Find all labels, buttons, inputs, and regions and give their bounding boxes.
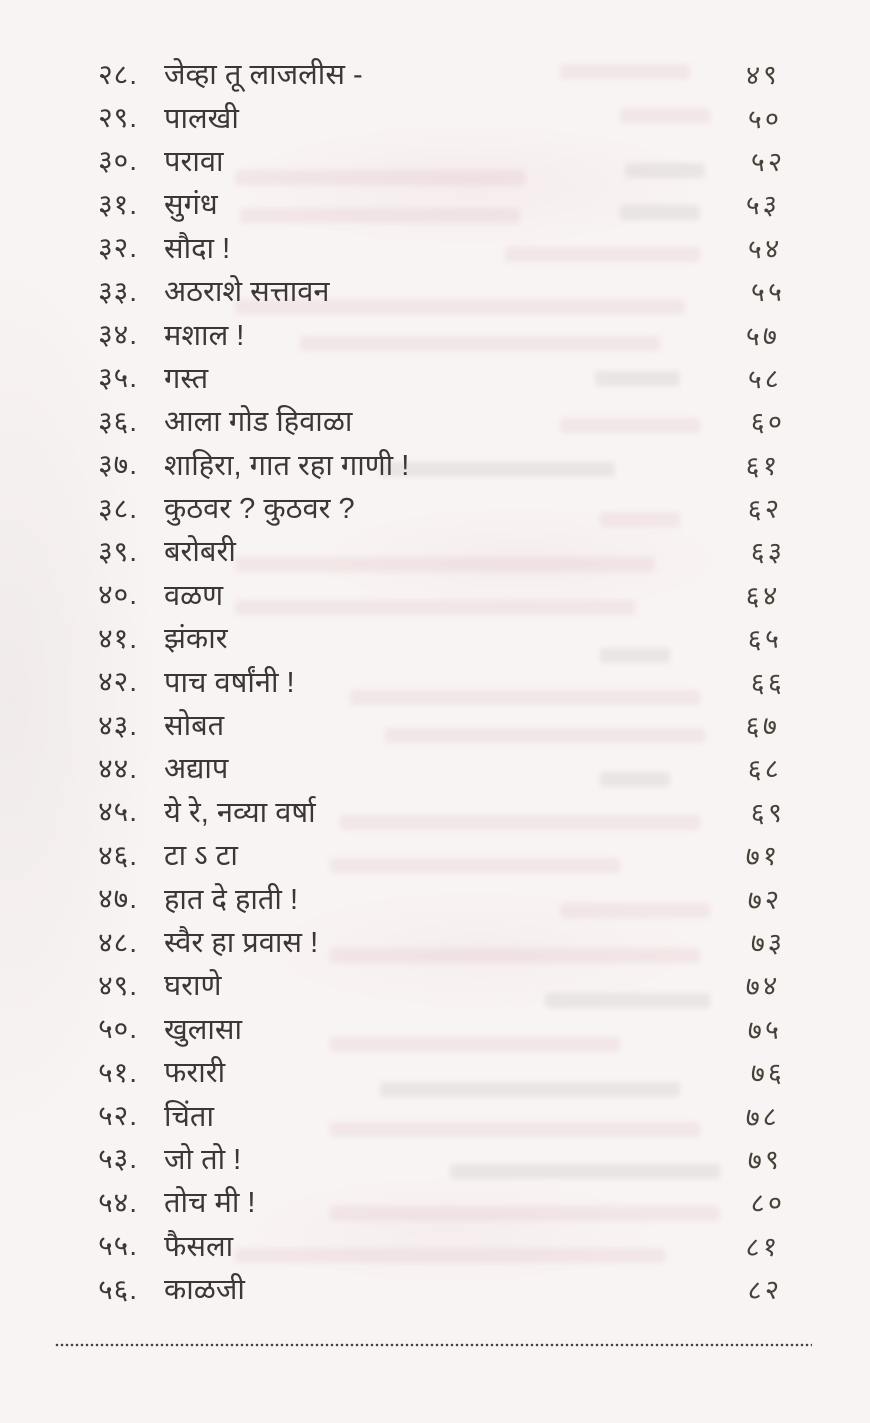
entry-page: ५७ <box>744 320 782 352</box>
entry-number: ४५. <box>98 796 138 828</box>
entry-number: ४३. <box>98 709 138 741</box>
entry-page: ६९ <box>750 797 786 829</box>
entry-page: ५४ <box>746 233 783 265</box>
entry-number: २९. <box>98 102 138 134</box>
entry-title: घराणे <box>164 970 222 1003</box>
toc-entry <box>0 616 870 659</box>
entry-number: ५५. <box>98 1230 138 1262</box>
toc-entry <box>0 52 870 95</box>
entry-title: ये रे, नव्या वर्षा <box>164 796 316 829</box>
toc-entry <box>0 1267 870 1310</box>
entry-page: ७२ <box>746 884 783 916</box>
entry-title: चिंता <box>164 1100 214 1133</box>
entry-number: ५२. <box>98 1100 138 1132</box>
entry-title: हात दे हाती ! <box>164 883 299 916</box>
dotted-divider <box>55 1343 812 1347</box>
toc-entry <box>0 269 870 312</box>
entry-number: ३२. <box>98 232 138 264</box>
entry-page: ५० <box>746 103 783 135</box>
entry-title: अद्याप <box>164 753 229 786</box>
entry-number: ३९. <box>98 535 138 567</box>
toc-entry <box>0 703 870 746</box>
entry-page: ६८ <box>746 753 783 785</box>
entry-number: ५६. <box>98 1273 138 1305</box>
toc-entry <box>0 95 870 138</box>
entry-title: आला गोड हिवाळा <box>164 406 353 439</box>
entry-number: ३१. <box>98 188 138 220</box>
entry-title: तोच मी ! <box>164 1187 256 1220</box>
toc-entry <box>0 790 870 833</box>
toc-entry <box>0 312 870 355</box>
entry-page: ७९ <box>746 1144 783 1176</box>
entry-title: कुठवर ? कुठवर ? <box>164 493 355 526</box>
entry-page: ५२ <box>750 146 786 178</box>
entry-title: मशाल ! <box>164 319 245 352</box>
entry-number: ३३. <box>98 275 138 307</box>
entry-page: ८२ <box>746 1274 783 1306</box>
entry-title: अठराशे सत्तावन <box>164 276 330 309</box>
entry-number: ३५. <box>98 362 138 394</box>
entry-number: ४६. <box>98 839 138 871</box>
entry-title: फरारी <box>164 1057 226 1090</box>
entry-number: ४४. <box>98 752 138 784</box>
entry-number: ५३. <box>98 1143 138 1175</box>
entry-title: जेव्हा तू लाजलीस - <box>164 59 363 92</box>
entry-page: ५५ <box>750 276 786 308</box>
entry-page: ६३ <box>750 537 786 568</box>
toc-entry <box>0 529 870 572</box>
entry-page: ८१ <box>744 1231 782 1263</box>
entry-number: ३४. <box>98 319 138 351</box>
entry-number: ४१. <box>98 622 138 654</box>
entry-page: ६६ <box>750 667 786 698</box>
entry-number: ४०. <box>98 579 138 611</box>
entry-title: पालखी <box>164 102 239 135</box>
entry-page: ५३ <box>744 189 782 222</box>
toc-entry <box>0 573 870 616</box>
entry-title: काळजी <box>164 1274 245 1307</box>
toc-entry <box>0 659 870 702</box>
entry-number: ५४. <box>98 1186 138 1218</box>
entry-page: ७५ <box>746 1014 783 1046</box>
entry-page: ६० <box>750 406 786 438</box>
entry-number: ३७. <box>98 449 138 481</box>
entry-page: ८० <box>750 1187 786 1219</box>
entry-number: ३६. <box>98 405 138 437</box>
entry-number: ३०. <box>98 145 138 177</box>
entry-number: २८. <box>98 58 138 90</box>
entry-number: ५०. <box>98 1013 138 1045</box>
entry-page: ७६ <box>750 1057 786 1089</box>
toc-entry <box>0 920 870 963</box>
entry-page: ७३ <box>750 927 786 959</box>
toc-entry <box>0 876 870 919</box>
entry-title: शाहिरा, गात रहा गाणी ! <box>164 449 410 482</box>
entry-number: ४९. <box>98 969 138 1001</box>
entry-page: ७१ <box>744 840 782 872</box>
toc-entry <box>0 1093 870 1136</box>
entry-number: ४८. <box>98 926 138 958</box>
entry-title: पाच वर्षांनी ! <box>164 666 295 699</box>
entry-page: ४९ <box>744 59 782 91</box>
toc-list <box>0 52 870 1310</box>
entry-title: सोबत <box>164 710 225 743</box>
entry-number: ३८. <box>98 492 138 524</box>
entry-title: सौदा ! <box>164 232 231 265</box>
entry-page: ५८ <box>746 363 783 395</box>
entry-page: ६७ <box>744 710 782 742</box>
toc-entry <box>0 1224 870 1267</box>
toc-entry <box>0 443 870 486</box>
toc-entry <box>0 182 870 225</box>
entry-title: वळण <box>164 579 224 612</box>
entry-page: ६५ <box>746 623 783 655</box>
entry-number: ४७. <box>98 883 138 915</box>
entry-page: ६१ <box>744 450 782 482</box>
entry-page: ६४ <box>744 580 782 612</box>
entry-title: सुगंध <box>164 189 218 222</box>
toc-entry <box>0 356 870 399</box>
toc-entry <box>0 746 870 789</box>
entry-title: जो तो ! <box>164 1143 242 1176</box>
entry-title: टा ऽ टा <box>164 840 238 873</box>
toc-entry <box>0 1050 870 1093</box>
toc-entry <box>0 1007 870 1050</box>
toc-entry <box>0 833 870 876</box>
entry-title: स्वैर हा प्रवास ! <box>164 927 319 959</box>
entry-number: ४२. <box>98 666 138 698</box>
toc-entry <box>0 139 870 182</box>
toc-entry <box>0 399 870 442</box>
toc-entry <box>0 226 870 269</box>
entry-title: बरोबरी <box>164 536 236 569</box>
entry-title: झंकार <box>164 623 228 656</box>
toc-entry <box>0 1180 870 1223</box>
entry-title: गस्त <box>164 362 209 395</box>
entry-number: ५१. <box>98 1056 138 1088</box>
toc-entry <box>0 963 870 1006</box>
entry-title: खुलासा <box>164 1013 243 1046</box>
entry-title: फैसला <box>164 1230 234 1263</box>
toc-entry <box>0 486 870 529</box>
entry-page: ६२ <box>746 493 783 525</box>
entry-page: ७८ <box>744 1101 782 1133</box>
entry-page: ७४ <box>744 970 782 1003</box>
toc-entry <box>0 1137 870 1180</box>
entry-title: परावा <box>164 145 224 178</box>
